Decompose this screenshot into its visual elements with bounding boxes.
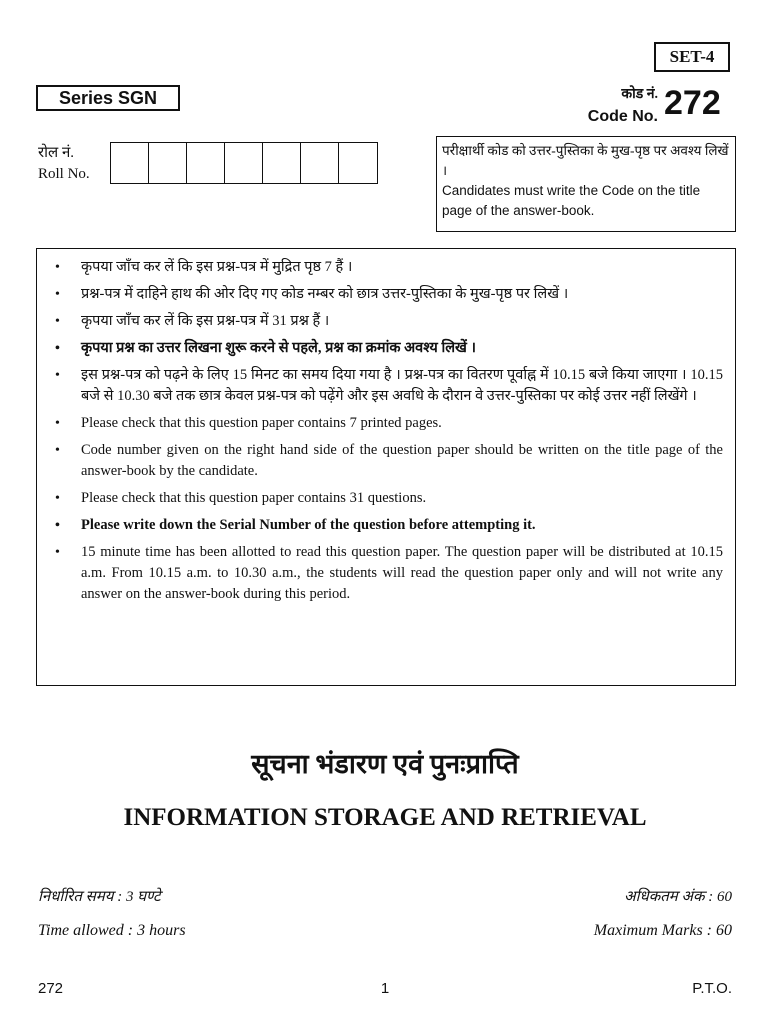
instruction-text: Please write down the Serial Number of the question before attempting it. — [81, 517, 536, 533]
instruction-text: Code number given on the right hand side of the question paper should be written on the title page of the answer-book by the candidate. — [81, 442, 723, 479]
roll-number-box[interactable] — [263, 143, 301, 183]
roll-number-box[interactable] — [187, 143, 225, 183]
bullet-icon: • — [55, 443, 60, 458]
roll-number-box[interactable] — [225, 143, 263, 183]
roll-label-hindi: रोल नं. — [38, 145, 75, 161]
instruction-item — [49, 257, 723, 278]
bullet-icon: • — [55, 491, 60, 506]
bullet-icon: • — [55, 341, 60, 356]
instruction-item — [49, 311, 723, 332]
bullet-icon: • — [55, 416, 60, 431]
instruction-item — [49, 440, 723, 482]
bullet-icon: • — [55, 368, 60, 383]
code-label: Code No. — [587, 108, 658, 125]
instruction-item — [49, 488, 723, 509]
instruction-item — [49, 284, 723, 305]
instruction-text: कृपया प्रश्न का उत्तर लिखना शुरू करने से पहले, प्रश्न का क्रमांक अवश्य लिखें । — [81, 340, 477, 356]
footer-code: 272 — [38, 980, 64, 997]
bullet-icon: • — [55, 545, 60, 560]
bullet-icon: • — [55, 518, 60, 533]
instructions-list — [49, 257, 723, 605]
code-note-box — [436, 136, 736, 232]
set-label: SET-4 — [654, 42, 730, 72]
subject-title: INFORMATION STORAGE AND RETRIEVAL — [123, 804, 647, 831]
roll-label: Roll No. — [38, 166, 90, 182]
instruction-text: Please check that this question paper contains 31 questions. — [81, 490, 427, 506]
bullet-icon: • — [55, 287, 60, 302]
code-label-hindi: कोड नं. — [621, 87, 658, 102]
roll-number-box[interactable] — [301, 143, 339, 183]
code-note-hindi: परीक्षार्थी कोड को उत्तर-पुस्तिका के मुख-पृष्ठ पर अवश्य लिखें । — [442, 143, 729, 178]
instruction-item — [49, 365, 723, 407]
instruction-item — [49, 413, 723, 434]
time-allowed: Time allowed : 3 hours — [38, 922, 186, 939]
please-turn-over: P.T.O. — [692, 980, 732, 997]
instruction-text: कृपया जाँच कर लें कि इस प्रश्न-पत्र में मुद्रित पृष्ठ 7 हैं । — [81, 259, 353, 275]
code-number: 272 — [664, 84, 721, 122]
instruction-text: कृपया जाँच कर लें कि इस प्रश्न-पत्र में 31 प्रश्न हैं । — [81, 313, 330, 329]
instruction-item — [49, 515, 723, 536]
page-number: 1 — [380, 980, 390, 997]
instruction-text: प्रश्न-पत्र में दाहिने हाथ की ओर दिए गए कोड नम्बर को छात्र उत्तर-पुस्तिका के मुख-पृष्ठ पर लिखें । — [81, 286, 569, 302]
instruction-text: इस प्रश्न-पत्र को पढ़ने के लिए 15 मिनट का समय दिया गया है । प्रश्न-पत्र का वितरण पूर्वाह्न में 10.15 बजे किया जाएगा । 10.15 बजे से 10.30 बजे तक छात्र केवल प्रश्न-पत्र को पढ़ेंगे और इस अवधि के दौरान वे उत्तर-पुस्तिका पर कोई उत्तर नहीं लिखेंगे । — [81, 367, 723, 404]
maximum-marks-hindi: अधिकतम अंक : 60 — [624, 889, 732, 905]
roll-number-box[interactable] — [111, 143, 149, 183]
series-label: Series SGN — [36, 85, 180, 111]
instruction-text: Please check that this question paper contains 7 printed pages. — [81, 415, 442, 431]
code-note-english: Candidates must write the Code on the title page of the answer-book. — [442, 183, 701, 218]
instruction-item — [49, 338, 723, 359]
bullet-icon: • — [55, 260, 60, 275]
maximum-marks: Maximum Marks : 60 — [593, 922, 732, 939]
roll-number-box[interactable] — [149, 143, 187, 183]
instruction-item — [49, 542, 723, 605]
instruction-text: 15 minute time has been allotted to read this question paper. The question paper will be distributed at 10.15 a.m. From 10.15 a.m. to 10.30 a.m., the students will read the question paper only and will not write any answer on the answer-book during this period. — [81, 544, 723, 602]
bullet-icon: • — [55, 314, 60, 329]
instructions-box — [36, 248, 736, 686]
subject-title-hindi: सूचना भंडारण एवं पुनःप्राप्ति — [251, 749, 519, 779]
roll-number-box[interactable] — [339, 143, 377, 183]
roll-number-boxes[interactable] — [110, 142, 378, 184]
time-allowed-hindi: निर्धारित समय : 3 घण्टे — [38, 889, 161, 905]
